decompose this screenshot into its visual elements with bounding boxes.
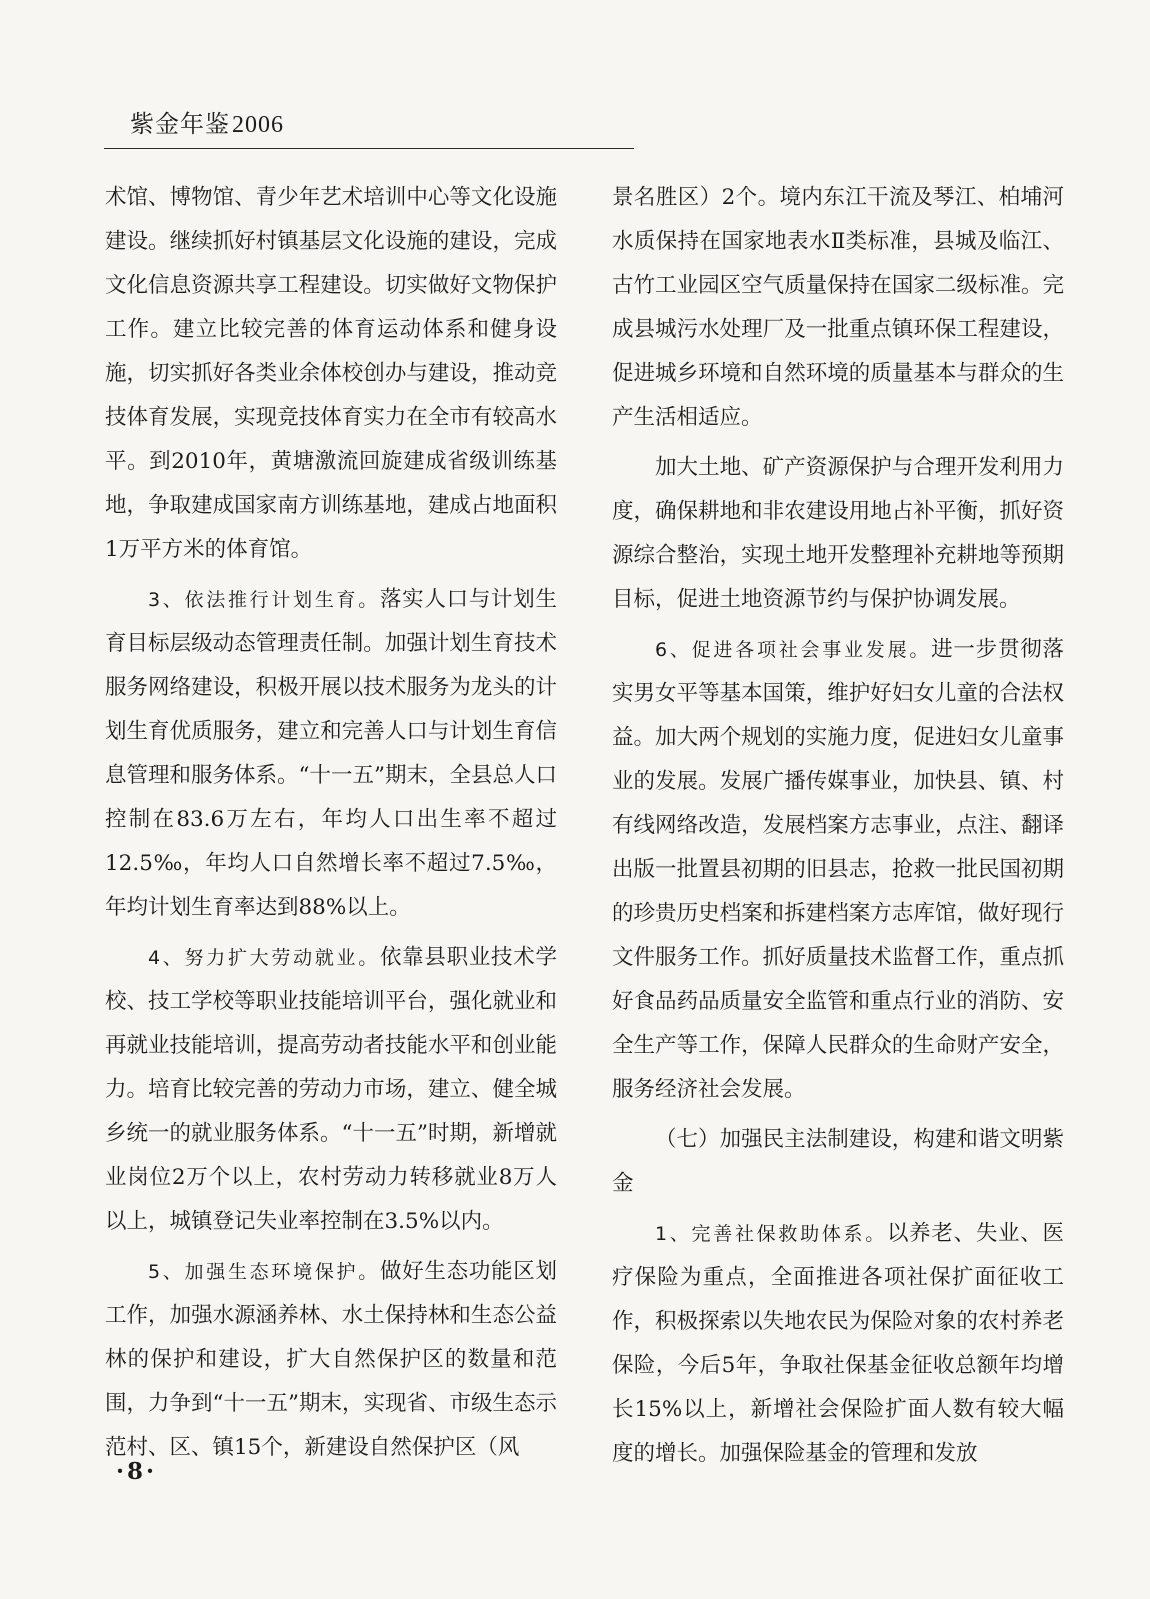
paragraph: 加大土地、矿产资源保护与合理开发利用力度，确保耕地和非农建设用地占补平衡，抓好资源综合整治，实现土地开发整理补充耕地等预期目标，促进土地资源节约与保护协调发展。: [612, 455, 1064, 612]
paragraph: 4、努力扩大劳动就业。依靠县职业技术学校、技工学校等职业技能培训平台，强化就业和再就业技能培训，提高劳动者技能水平和创业能力。培育比较完善的劳动力市场，建立、健全城乡统一的就业服务体系。“十一五”时期，新增就业岗位2万个以上，农村劳动力转移就业8万人以上，城镇登记失业率控制在3.5%以内。: [105, 945, 557, 1234]
section-heading: 1、完善社保救助体系。: [655, 1223, 887, 1245]
header-rule: [104, 148, 634, 149]
paragraph: 5、加强生态环境保护。做好生态功能区划工作，加强水源涵养林、水土保持林和生态公益林的保护和建设，扩大自然保护区的数量和范围，力争到“十一五”期末，实现省、市级生态示范村、区、镇15个，新建设自然保护区（风: [105, 1259, 557, 1460]
paragraph: 6、促进各项社会事业发展。进一步贯彻落实男女平等基本国策，维护好妇女儿童的合法权益。加大两个规划的实施力度，促进妇女儿童事业的发展。发展广播传媒事业，加快县、镇、村有线网络改造，发展档案方志事业，点注、翻译出版一批置县初期的旧县志，抢救一批民国初期的珍贵历史档案和拆建档案方志库馆，做好现行文件服务工作。抓好质量技术监督工作，重点抓好食品药品质量安全监管和重点行业的消防、安全生产等工作，保障人民群众的生命财产安全，服务经济社会发展。: [612, 637, 1064, 1102]
section-heading: 3、依法推行计划生育。: [148, 589, 380, 611]
paragraph: 术馆、博物馆、青少年艺术培训中心等文化设施建设。继续抓好村镇基层文化设施的建设，完成文化信息资源共享工程建设。切实做好文物保护工作。建立比较完善的体育运动体系和健身设施，切实抓好各类业余体校创办与建设，推动竞技体育发展，实现竞技体育实力在全市有较高水平。到2010年，黄塘激流回旋建成省级训练基地，争取建成国家南方训练基地，建成占地面积1万平方米的体育馆。: [105, 185, 557, 562]
section-heading: 4、努力扩大劳动就业。: [148, 947, 380, 969]
left-column: [105, 176, 557, 1470]
right-column: [612, 176, 1064, 1476]
header-title: 紫金年鉴: [130, 110, 230, 138]
subsection-heading: （七）加强民主法制建设，构建和谐文明紫金: [612, 1127, 1064, 1196]
paragraph: 3、依法推行计划生育。落实人口与计划生育目标层级动态管理责任制。加强计划生育技术服务网络建设，积极开展以技术服务为龙头的计划生育优质服务，建立和完善人口与计划生育信息管理和服务体系。“十一五”期末，全县总人口控制在83.6万左右，年均人口出生率不超过12.5‰，年均人口自然增长率不超过7.5‰，年均计划生育率达到88%以上。: [105, 587, 557, 920]
page-number: ·8·: [116, 1458, 158, 1485]
paragraph: 景名胜区）2个。境内东江干流及琴江、柏埔河水质保持在国家地表水Ⅱ类标准，县城及临江、古竹工业园区空气质量保持在国家二级标准。完成县城污水处理厂及一批重点镇环保工程建设，促进城乡环境和自然环境的质量基本与群众的生产生活相适应。: [612, 185, 1064, 430]
section-heading: 6、促进各项社会事业发展。: [655, 639, 932, 661]
paragraph: 1、完善社保救助体系。以养老、失业、医疗保险为重点，全面推进各项社保扩面征收工作，积极探索以失地农民为保险对象的农村养老保险，今后5年，争取社保基金征收总额年均增长15%以上，新增社会保险扩面人数有较大幅度的增长。加强保险基金的管理和发放: [612, 1221, 1064, 1466]
running-header: [130, 104, 284, 139]
section-heading: 5、加强生态环境保护。: [148, 1261, 380, 1283]
header-year: 2006: [232, 112, 284, 138]
